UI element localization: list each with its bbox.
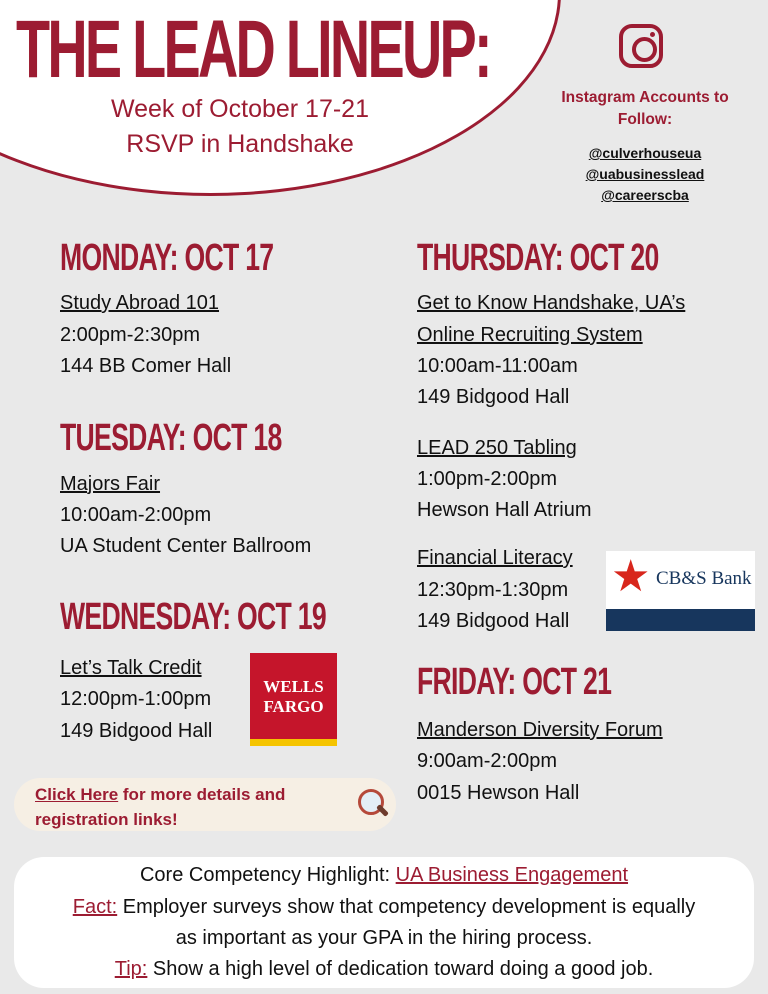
core-competency-link[interactable]: UA Business Engagement (395, 864, 629, 886)
fact-label: Fact: (72, 896, 118, 918)
event-location: Hewson Hall Atrium (417, 499, 592, 521)
event-title-majors-fair[interactable]: Majors Fair (60, 473, 161, 495)
wednesday-heading: WEDNESDAY: OCT 19 (60, 596, 326, 638)
event-title-lead-tabling[interactable]: LEAD 250 Tabling (417, 437, 577, 459)
wells-fargo-logo: WELLS FARGO (250, 653, 337, 746)
event-time: 10:00am-2:00pm (60, 504, 212, 526)
more-details-banner (14, 778, 396, 831)
core-competency-line: Core Competency Highlight: UA Business Engagement (139, 864, 629, 886)
rsvp-subtitle: RSVP in Handshake (126, 130, 354, 158)
fact-line: Fact: Employer surveys show that competency development is equally (72, 896, 696, 918)
fact-line-cont: as important as your GPA in the hiring process. (175, 927, 593, 949)
event-title-financial-literacy[interactable]: Financial Literacy (417, 547, 573, 569)
event-location: 149 Bidgood Hall (417, 386, 570, 408)
tip-label: Tip: (114, 958, 148, 980)
event-title-diversity-forum[interactable]: Manderson Diversity Forum (417, 719, 663, 741)
thursday-heading: THURSDAY: OCT 20 (417, 237, 659, 279)
friday-heading: FRIDAY: OCT 21 (417, 661, 612, 703)
event-location: 0015 Hewson Hall (417, 782, 580, 804)
tip-line: Tip: Show a high level of dedication toward doing a good job. (114, 958, 654, 980)
more-details-text: Click Here for more details and registration links! (35, 785, 286, 829)
event-location: 149 Bidgood Hall (60, 720, 213, 742)
page-title: THE LEAD LINEUP: (16, 4, 490, 95)
click-here-link[interactable]: Click Here (35, 785, 119, 804)
instagram-handle-uabusinesslead[interactable]: @uabusinesslead (585, 166, 705, 182)
star-icon: ★ (611, 552, 651, 601)
event-time: 12:30pm-1:30pm (417, 579, 569, 601)
event-title-handshake-cont[interactable]: Online Recruiting System (417, 324, 643, 346)
event-location: 144 BB Comer Hall (60, 355, 232, 377)
event-time: 9:00am-2:00pm (417, 750, 558, 772)
cbs-bank-logo: ★ CB&S Bank (606, 551, 755, 631)
event-title-handshake[interactable]: Get to Know Handshake, UA’s (417, 292, 686, 314)
event-time: 2:00pm-2:30pm (60, 324, 201, 346)
event-title-study-abroad[interactable]: Study Abroad 101 (60, 292, 220, 314)
monday-heading: MONDAY: OCT 17 (60, 237, 274, 279)
instagram-handle-careerscba[interactable]: @careerscba (601, 187, 689, 203)
tuesday-heading: TUESDAY: OCT 18 (60, 417, 282, 459)
instagram-handle-culverhouseua[interactable]: @culverhouseua (588, 145, 702, 161)
event-title-talk-credit[interactable]: Let’s Talk Credit (60, 657, 202, 679)
event-time: 12:00pm-1:00pm (60, 688, 212, 710)
magnifier-handle (376, 804, 389, 817)
instagram-icon (619, 24, 663, 68)
week-subtitle: Week of October 17-21 (110, 95, 369, 123)
event-time: 10:00am-11:00am (417, 355, 578, 377)
event-location: UA Student Center Ballroom (60, 535, 312, 557)
instagram-heading: Instagram Accounts to Follow: (561, 89, 729, 128)
event-location: 149 Bidgood Hall (417, 610, 570, 632)
event-time: 1:00pm-2:00pm (417, 468, 558, 490)
